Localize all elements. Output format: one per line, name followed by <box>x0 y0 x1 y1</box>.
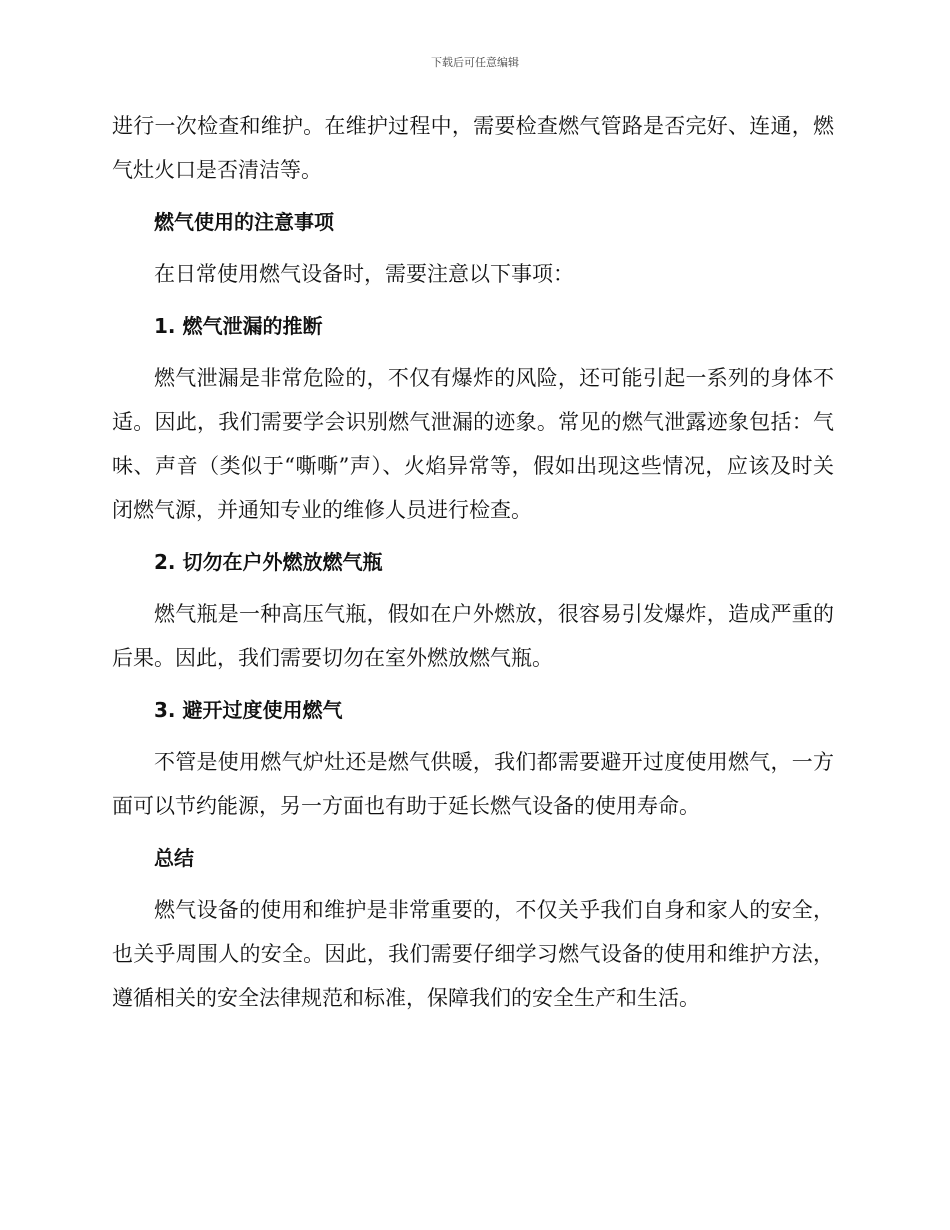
paragraph-summary: 燃气设备的使用和维护是非常重要的，不仅关乎我们自身和家人的安全，也关乎周围人的安全。因此，我们需要仔细学习燃气设备的使用和维护方法，遵循相关的安全法律规范和标准，保障我们的安全生产和生活。 <box>112 898 834 1010</box>
subheading-gas-leak: 1. 燃气泄漏的推断 <box>154 314 323 338</box>
paragraph-overuse: 不管是使用燃气炉灶还是燃气供暖，我们都需要避开过度使用燃气，一方面可以节约能源，另一方面也有助于延长燃气设备的使用寿命。 <box>112 750 834 818</box>
paragraph-continued: 进行一次检查和维护。在维护过程中，需要检查燃气管路是否完好、连通，燃气灶火口是否清洁等。 <box>112 114 834 182</box>
paragraph-precautions-intro: 在日常使用燃气设备时，需要注意以下事项： <box>154 262 574 286</box>
subheading-outdoor-cylinder: 2. 切勿在户外燃放燃气瓶 <box>154 550 383 574</box>
section-heading-summary: 总结 <box>154 846 194 870</box>
document-body <box>112 104 834 1028</box>
paragraph-gas-leak: 燃气泄漏是非常危险的，不仅有爆炸的风险，还可能引起一系列的身体不适。因此，我们需要学会识别燃气泄漏的迹象。常见的燃气泄露迹象包括：气味、声音（类似于“嘶嘶”声）、火焰异常等，假如出现这些情况，应该及时关闭燃气源，并通知专业的维修人员进行检查。 <box>112 366 834 522</box>
section-heading-precautions: 燃气使用的注意事项 <box>154 210 334 234</box>
page-header-note: 下载后可任意编辑 <box>431 56 519 69</box>
paragraph-outdoor-cylinder: 燃气瓶是一种高压气瓶，假如在户外燃放，很容易引发爆炸，造成严重的后果。因此，我们需要切勿在室外燃放燃气瓶。 <box>112 602 834 670</box>
subheading-overuse: 3. 避开过度使用燃气 <box>154 698 343 722</box>
